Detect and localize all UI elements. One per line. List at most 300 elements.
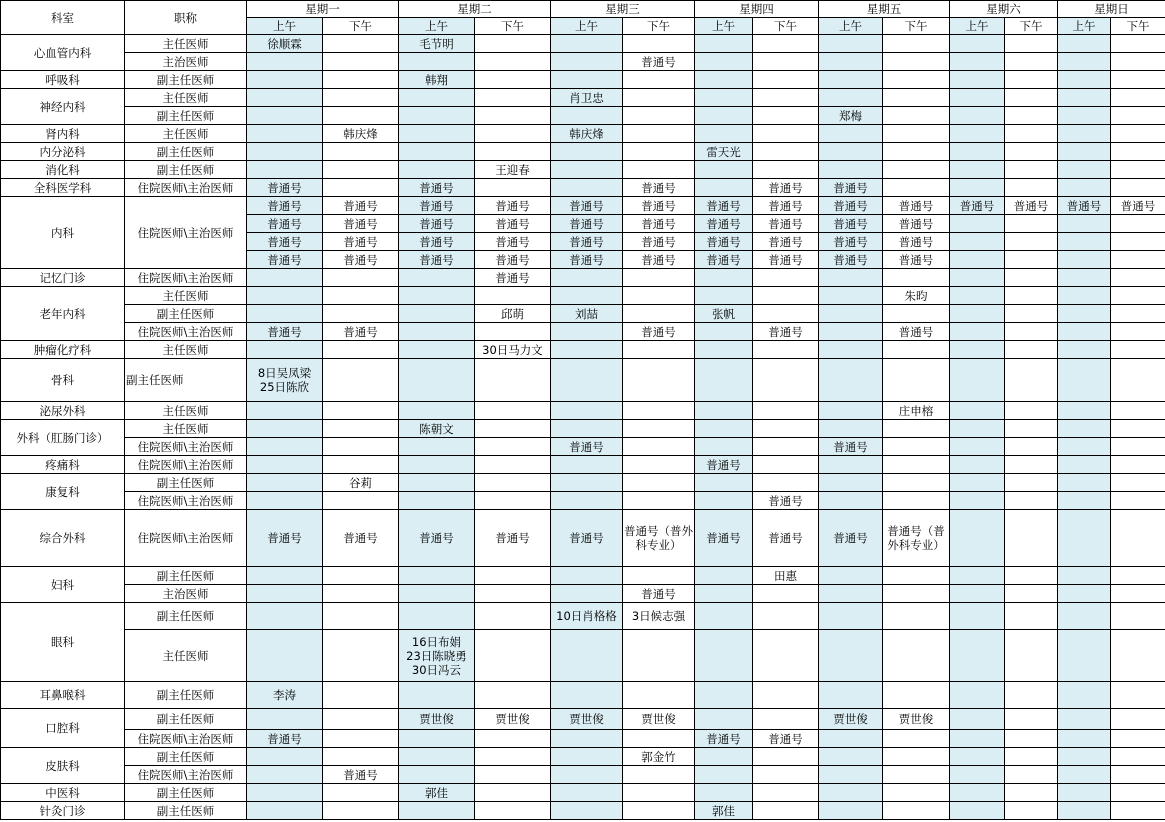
- schedule-cell: 普通号: [475, 510, 551, 567]
- schedule-cell: 普通号: [883, 197, 950, 215]
- schedule-cell: [247, 143, 323, 161]
- schedule-cell: [819, 35, 883, 53]
- schedule-cell: [819, 420, 883, 438]
- schedule-cell: [1111, 766, 1165, 784]
- dept-cell: 呼吸科: [1, 71, 125, 89]
- schedule-cell: 肖卫忠: [551, 89, 623, 107]
- schedule-cell: [1058, 474, 1111, 492]
- schedule-cell: 普通号: [883, 233, 950, 251]
- schedule-cell: 普通号: [623, 179, 695, 197]
- table-row: [1, 474, 1165, 492]
- schedule-cell: [1111, 492, 1165, 510]
- schedule-cell: [1005, 71, 1058, 89]
- schedule-cell: 10日肖格格: [551, 603, 623, 630]
- schedule-cell: [695, 438, 753, 456]
- table-row: [1, 179, 1165, 197]
- schedule-cell: [753, 766, 819, 784]
- schedule-cell: [551, 323, 623, 341]
- title-cell: 副主任医师: [125, 107, 247, 125]
- schedule-cell: [1005, 510, 1058, 567]
- schedule-cell: [883, 802, 950, 820]
- schedule-cell: [399, 107, 475, 125]
- dept-cell: 老年内科: [1, 287, 125, 341]
- schedule-cell: [883, 766, 950, 784]
- schedule-cell: [475, 107, 551, 125]
- header-pm: 下午: [623, 18, 695, 35]
- title-cell: 副主任医师: [125, 748, 247, 766]
- schedule-cell: [1005, 402, 1058, 420]
- schedule-cell: [623, 89, 695, 107]
- title-cell: 副主任医师: [125, 784, 247, 802]
- schedule-cell: [883, 567, 950, 585]
- dept-cell: 全科医学科: [1, 179, 125, 197]
- schedule-cell: [247, 269, 323, 287]
- schedule-cell: 普通号（普外科专业）: [883, 510, 950, 567]
- schedule-cell: [950, 709, 1005, 730]
- schedule-cell: [323, 802, 399, 820]
- schedule-cell: [1058, 510, 1111, 567]
- schedule-cell: [950, 179, 1005, 197]
- schedule-cell: [623, 287, 695, 305]
- schedule-cell: [819, 630, 883, 682]
- schedule-cell: 陈朝文: [399, 420, 475, 438]
- schedule-cell: [950, 71, 1005, 89]
- header-am: 上午: [1058, 18, 1111, 35]
- dept-cell: 妇科: [1, 567, 125, 603]
- title-cell: 副主任医师: [125, 603, 247, 630]
- schedule-cell: [323, 143, 399, 161]
- schedule-cell: [323, 567, 399, 585]
- schedule-cell: [623, 143, 695, 161]
- schedule-cell: [883, 585, 950, 603]
- schedule-cell: 普通号: [247, 197, 323, 215]
- schedule-cell: [323, 603, 399, 630]
- table-row: [1, 567, 1165, 585]
- schedule-cell: [551, 53, 623, 71]
- schedule-cell: 普通号: [247, 233, 323, 251]
- schedule-cell: 普通号: [819, 233, 883, 251]
- schedule-cell: [753, 630, 819, 682]
- dept-cell: 眼科: [1, 603, 125, 682]
- header-day: 星期五: [819, 1, 950, 18]
- header-am: 上午: [819, 18, 883, 35]
- schedule-cell: [950, 510, 1005, 567]
- schedule-cell: [551, 35, 623, 53]
- schedule-cell: [950, 402, 1005, 420]
- schedule-cell: 普通号: [1005, 197, 1058, 215]
- schedule-cell: [1058, 567, 1111, 585]
- schedule-cell: [551, 420, 623, 438]
- schedule-cell: [475, 766, 551, 784]
- schedule-cell: [819, 323, 883, 341]
- schedule-cell: [623, 402, 695, 420]
- schedule-cell: [399, 53, 475, 71]
- schedule-cell: [1111, 125, 1165, 143]
- schedule-cell: [1058, 233, 1111, 251]
- schedule-cell: 普通号: [551, 438, 623, 456]
- schedule-cell: [399, 474, 475, 492]
- table-row: [1, 197, 1165, 215]
- schedule-cell: [1005, 766, 1058, 784]
- title-cell: 主任医师: [125, 420, 247, 438]
- schedule-cell: [1058, 402, 1111, 420]
- schedule-cell: 普通号: [323, 251, 399, 269]
- title-cell: 副主任医师: [125, 682, 247, 709]
- schedule-cell: [883, 107, 950, 125]
- schedule-cell: [247, 71, 323, 89]
- schedule-cell: [819, 359, 883, 402]
- schedule-cell: [1005, 143, 1058, 161]
- schedule-cell: 普通号: [475, 197, 551, 215]
- schedule-cell: [950, 251, 1005, 269]
- schedule-cell: [1005, 341, 1058, 359]
- schedule-cell: [695, 474, 753, 492]
- schedule-cell: [323, 748, 399, 766]
- schedule-cell: [247, 89, 323, 107]
- schedule-cell: [819, 287, 883, 305]
- schedule-cell: [323, 107, 399, 125]
- schedule-cell: [1005, 125, 1058, 143]
- schedule-cell: [399, 585, 475, 603]
- dept-cell: 口腔科: [1, 709, 125, 748]
- schedule-cell: [1111, 402, 1165, 420]
- schedule-cell: [1111, 89, 1165, 107]
- schedule-cell: [623, 341, 695, 359]
- schedule-cell: [323, 420, 399, 438]
- schedule-cell: [950, 784, 1005, 802]
- schedule-cell: [1111, 603, 1165, 630]
- schedule-cell: 普通号: [551, 510, 623, 567]
- header-day: 星期日: [1058, 1, 1165, 18]
- schedule-cell: [883, 784, 950, 802]
- schedule-cell: [323, 287, 399, 305]
- schedule-cell: 普通号: [323, 215, 399, 233]
- schedule-cell: 韩庆烽: [323, 125, 399, 143]
- schedule-cell: 普通号: [247, 510, 323, 567]
- table-row: [1, 53, 1165, 71]
- schedule-cell: [695, 603, 753, 630]
- schedule-cell: [399, 802, 475, 820]
- schedule-cell: [1005, 784, 1058, 802]
- schedule-cell: [323, 438, 399, 456]
- schedule-cell: 普通号: [551, 197, 623, 215]
- schedule-cell: [1111, 233, 1165, 251]
- schedule-cell: [695, 585, 753, 603]
- schedule-cell: [1005, 748, 1058, 766]
- schedule-cell: [1111, 161, 1165, 179]
- schedule-cell: [475, 585, 551, 603]
- schedule-cell: [695, 402, 753, 420]
- schedule-cell: [950, 802, 1005, 820]
- schedule-cell: [1111, 420, 1165, 438]
- schedule-cell: 普通号: [819, 251, 883, 269]
- schedule-cell: 普通号（普外科专业）: [623, 510, 695, 567]
- schedule-cell: [1005, 603, 1058, 630]
- table-row: [1, 420, 1165, 438]
- schedule-cell: 雷天光: [695, 143, 753, 161]
- schedule-cell: [819, 802, 883, 820]
- schedule-cell: [950, 341, 1005, 359]
- schedule-cell: [1005, 269, 1058, 287]
- dept-cell: 内分泌科: [1, 143, 125, 161]
- table-row: [1, 161, 1165, 179]
- schedule-cell: [753, 53, 819, 71]
- dept-cell: 皮肤科: [1, 748, 125, 784]
- schedule-cell: [475, 71, 551, 89]
- schedule-cell: [695, 748, 753, 766]
- schedule-cell: [695, 492, 753, 510]
- schedule-cell: [475, 474, 551, 492]
- title-cell: 主治医师: [125, 585, 247, 603]
- schedule-cell: 普通号: [247, 179, 323, 197]
- schedule-cell: [1005, 802, 1058, 820]
- schedule-cell: [753, 107, 819, 125]
- schedule-cell: [475, 287, 551, 305]
- schedule-cell: [819, 748, 883, 766]
- schedule-cell: [695, 53, 753, 71]
- table-row: [1, 35, 1165, 53]
- dept-cell: 肾内科: [1, 125, 125, 143]
- table-row: [1, 125, 1165, 143]
- schedule-cell: [950, 107, 1005, 125]
- schedule-cell: 普通号: [695, 510, 753, 567]
- schedule-cell: [623, 492, 695, 510]
- schedule-cell: 普通号: [323, 766, 399, 784]
- schedule-cell: [753, 71, 819, 89]
- schedule-cell: 普通号: [399, 510, 475, 567]
- schedule-cell: [1058, 287, 1111, 305]
- schedule-cell: [475, 567, 551, 585]
- schedule-cell: [819, 585, 883, 603]
- table-row: [1, 402, 1165, 420]
- schedule-cell: [950, 585, 1005, 603]
- table-row: [1, 287, 1165, 305]
- schedule-cell: 普通号: [1111, 197, 1165, 215]
- schedule-cell: [1058, 709, 1111, 730]
- schedule-cell: [695, 709, 753, 730]
- schedule-cell: [753, 89, 819, 107]
- table-header: [1, 1, 1165, 35]
- schedule-cell: [1058, 438, 1111, 456]
- schedule-cell: [883, 630, 950, 682]
- table-row: [1, 510, 1165, 567]
- schedule-cell: [247, 567, 323, 585]
- schedule-cell: 普通号: [819, 215, 883, 233]
- schedule-cell: [819, 492, 883, 510]
- schedule-cell: 普通号: [623, 233, 695, 251]
- schedule-cell: 普通号: [623, 251, 695, 269]
- schedule-cell: [247, 492, 323, 510]
- schedule-cell: [695, 35, 753, 53]
- schedule-cell: [1111, 71, 1165, 89]
- schedule-cell: [1058, 71, 1111, 89]
- schedule-cell: [1111, 510, 1165, 567]
- title-cell: 主任医师: [125, 341, 247, 359]
- title-cell: 住院医师\主治医师: [125, 766, 247, 784]
- schedule-cell: [247, 784, 323, 802]
- schedule-cell: [1058, 215, 1111, 233]
- schedule-cell: [623, 269, 695, 287]
- schedule-cell: [1005, 53, 1058, 71]
- title-cell: 住院医师\主治医师: [125, 179, 247, 197]
- schedule-cell: [1111, 341, 1165, 359]
- schedule-cell: [1111, 438, 1165, 456]
- schedule-cell: [1005, 89, 1058, 107]
- schedule-cell: [1111, 215, 1165, 233]
- schedule-cell: [399, 567, 475, 585]
- dept-cell: 耳鼻喉科: [1, 682, 125, 709]
- schedule-cell: [247, 474, 323, 492]
- schedule-cell: 普通号: [323, 233, 399, 251]
- schedule-cell: [695, 682, 753, 709]
- schedule-cell: [695, 179, 753, 197]
- schedule-cell: [883, 89, 950, 107]
- schedule-cell: [551, 630, 623, 682]
- schedule-cell: 普通号: [399, 197, 475, 215]
- schedule-cell: [399, 748, 475, 766]
- schedule-cell: [1058, 730, 1111, 748]
- schedule-cell: [753, 35, 819, 53]
- schedule-cell: [753, 402, 819, 420]
- schedule-cell: [1111, 305, 1165, 323]
- schedule-cell: [695, 287, 753, 305]
- title-cell: 主任医师: [125, 287, 247, 305]
- schedule-cell: [1005, 215, 1058, 233]
- schedule-cell: [323, 179, 399, 197]
- header-pm: 下午: [1111, 18, 1165, 35]
- table-row: [1, 585, 1165, 603]
- schedule-cell: 普通号: [399, 215, 475, 233]
- schedule-cell: [623, 35, 695, 53]
- schedule-cell: [819, 71, 883, 89]
- schedule-cell: [247, 53, 323, 71]
- schedule-cell: 30日马力文: [475, 341, 551, 359]
- schedule-cell: [399, 766, 475, 784]
- header-title: 职称: [125, 1, 247, 35]
- schedule-cell: 普通号: [883, 215, 950, 233]
- dept-cell: 综合外科: [1, 510, 125, 567]
- dept-cell: 泌尿外科: [1, 402, 125, 420]
- schedule-cell: [475, 359, 551, 402]
- schedule-cell: 3日候志强: [623, 603, 695, 630]
- schedule-cell: 普通号: [753, 197, 819, 215]
- schedule-cell: [1005, 323, 1058, 341]
- schedule-cell: 郑梅: [819, 107, 883, 125]
- schedule-cell: 普通号: [883, 323, 950, 341]
- schedule-cell: [323, 456, 399, 474]
- schedule-cell: [399, 402, 475, 420]
- schedule-cell: [950, 492, 1005, 510]
- schedule-cell: 普通号: [695, 251, 753, 269]
- schedule-cell: 王迎春: [475, 161, 551, 179]
- schedule-cell: [551, 585, 623, 603]
- schedule-cell: [1058, 630, 1111, 682]
- schedule-cell: [551, 341, 623, 359]
- schedule-cell: [551, 730, 623, 748]
- dept-cell: 记忆门诊: [1, 269, 125, 287]
- schedule-cell: 田惠: [753, 567, 819, 585]
- schedule-cell: [1111, 730, 1165, 748]
- schedule-cell: 普通号: [753, 492, 819, 510]
- schedule-cell: [883, 125, 950, 143]
- schedule-cell: [1058, 341, 1111, 359]
- schedule-cell: [1111, 143, 1165, 161]
- schedule-cell: [1111, 323, 1165, 341]
- schedule-cell: [623, 766, 695, 784]
- schedule-cell: [247, 709, 323, 730]
- schedule-cell: [323, 71, 399, 89]
- title-cell: 主任医师: [125, 125, 247, 143]
- schedule-cell: [950, 323, 1005, 341]
- header-am: 上午: [695, 18, 753, 35]
- schedule-cell: [883, 603, 950, 630]
- header-pm: 下午: [753, 18, 819, 35]
- schedule-cell: [950, 35, 1005, 53]
- schedule-cell: [551, 402, 623, 420]
- schedule-cell: 普通号: [551, 233, 623, 251]
- schedule-cell: [399, 341, 475, 359]
- schedule-cell: [883, 456, 950, 474]
- schedule-cell: [1005, 161, 1058, 179]
- schedule-cell: 贾世俊: [551, 709, 623, 730]
- schedule-cell: [475, 730, 551, 748]
- schedule-cell: [819, 53, 883, 71]
- schedule-cell: [819, 269, 883, 287]
- schedule-cell: [883, 35, 950, 53]
- schedule-cell: [623, 438, 695, 456]
- schedule-cell: [695, 766, 753, 784]
- schedule-cell: [883, 143, 950, 161]
- schedule-cell: [551, 107, 623, 125]
- title-cell: 主任医师: [125, 630, 247, 682]
- schedule-cell: [1058, 107, 1111, 125]
- table-row: [1, 341, 1165, 359]
- schedule-cell: [551, 784, 623, 802]
- schedule-cell: [475, 630, 551, 682]
- schedule-cell: [753, 420, 819, 438]
- schedule-cell: [695, 420, 753, 438]
- schedule-cell: [1005, 630, 1058, 682]
- schedule-cell: 普通号: [695, 456, 753, 474]
- schedule-cell: 邱萌: [475, 305, 551, 323]
- schedule-cell: [1058, 784, 1111, 802]
- schedule-cell: 郭佳: [695, 802, 753, 820]
- schedule-cell: 普通号: [753, 510, 819, 567]
- schedule-cell: 普通号: [753, 323, 819, 341]
- schedule-cell: [819, 89, 883, 107]
- schedule-cell: [475, 438, 551, 456]
- schedule-cell: 李涛: [247, 682, 323, 709]
- schedule-cell: [753, 438, 819, 456]
- title-cell: 副主任医师: [125, 143, 247, 161]
- schedule-cell: 张帆: [695, 305, 753, 323]
- schedule-cell: [883, 682, 950, 709]
- schedule-cell: [475, 603, 551, 630]
- schedule-cell: [1005, 305, 1058, 323]
- schedule-cell: [695, 89, 753, 107]
- schedule-cell: [623, 784, 695, 802]
- schedule-cell: [551, 161, 623, 179]
- table-row: [1, 784, 1165, 802]
- title-cell: 副主任医师: [125, 71, 247, 89]
- title-cell: 住院医师\主治医师: [125, 269, 247, 287]
- schedule-cell: [399, 359, 475, 402]
- schedule-cell: [883, 71, 950, 89]
- schedule-cell: 普通号: [950, 197, 1005, 215]
- table-row: [1, 766, 1165, 784]
- schedule-cell: [753, 709, 819, 730]
- schedule-cell: [883, 341, 950, 359]
